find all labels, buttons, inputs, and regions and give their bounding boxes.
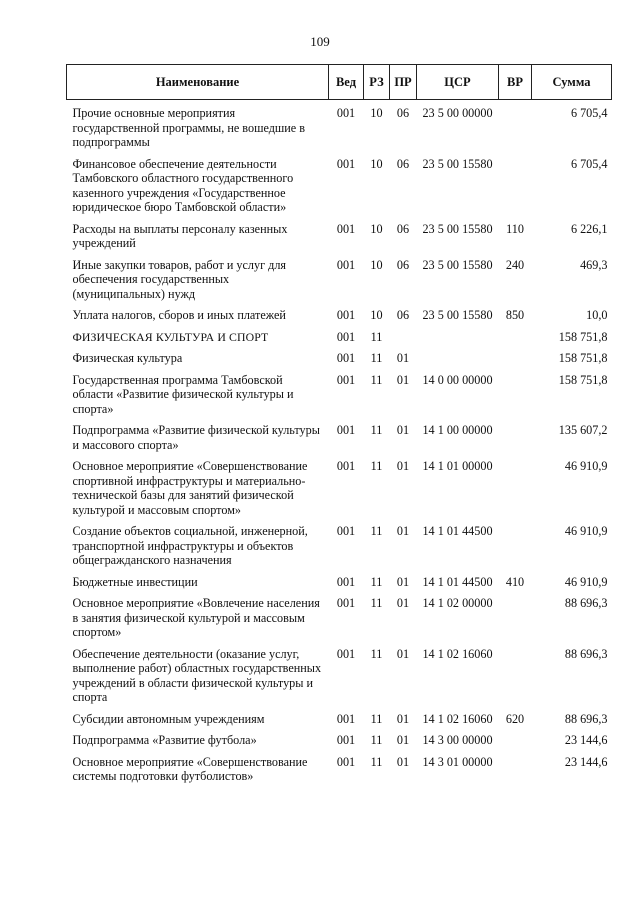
table-row [67, 371, 612, 422]
cell-name: Прочие основные мероприятия государственной программы, не вошедшие в подпрограммы [72, 106, 306, 149]
table-row [67, 306, 612, 328]
cell-ved: 001 [336, 574, 356, 589]
cell-sum: 158 751,8 [558, 372, 608, 387]
cell-rz: 11 [370, 596, 383, 610]
cell-csr: 14 0 00 00000 [422, 372, 493, 387]
header-sum: Сумма [532, 65, 612, 100]
cell-csr: 23 5 00 15580 [422, 308, 493, 322]
cell-rz: 11 [370, 524, 383, 538]
cell-pr: 06 [396, 106, 410, 120]
cell-pr: 06 [396, 221, 410, 236]
cell-ved: 001 [336, 733, 356, 747]
cell-rz: 10 [370, 156, 383, 171]
cell-vr [499, 421, 532, 457]
cell-vr [499, 753, 532, 789]
cell-sum: 6 226,1 [570, 221, 608, 236]
cell-ved: 001 [336, 596, 356, 610]
table-row [67, 645, 612, 710]
cell-pr: 01 [396, 711, 410, 726]
cell-sum: 46 910,9 [564, 459, 608, 473]
cell-ved: 001 [336, 257, 356, 272]
cell-pr: 01 [396, 459, 410, 473]
cell-name: Подпрограмма «Развитие физической культуры и массового спорта» [72, 423, 320, 452]
cell-vr [499, 731, 532, 753]
cell-rz: 10 [370, 308, 383, 322]
cell-name: Основное мероприятие «Совершенствование системы подготовки футболистов» [72, 754, 308, 783]
cell-sum: 135 607,2 [558, 423, 608, 437]
cell-pr [390, 328, 417, 350]
cell-csr: 14 1 02 16060 [422, 711, 493, 726]
cell-ved: 001 [336, 459, 356, 473]
table-row [67, 573, 612, 595]
cell-rz: 11 [370, 711, 383, 726]
cell-name: Иные закупки товаров, работ и услуг для обеспечения государственных (муниципальных) нужд [72, 257, 287, 301]
table-row [67, 594, 612, 645]
cell-pr: 01 [396, 351, 410, 365]
cell-name: Создание объектов социальной, инженерной, транспортной инфраструктуры и объектов общегражданского назначения [72, 524, 308, 567]
header-rz: РЗ [364, 65, 390, 100]
cell-sum: 10,0 [586, 308, 608, 322]
cell-sum: 469,3 [580, 257, 608, 272]
table-row [67, 256, 612, 307]
cell-rz: 11 [370, 329, 383, 344]
cell-sum: 158 751,8 [558, 329, 608, 344]
cell-ved: 001 [336, 646, 356, 661]
cell-csr: 23 5 00 15580 [422, 156, 493, 171]
cell-name: Физическая культура [72, 351, 183, 365]
cell-sum: 46 910,9 [564, 524, 608, 538]
cell-sum: 23 144,6 [564, 733, 608, 747]
header-pr: ПР [390, 65, 417, 100]
cell-vr [499, 645, 532, 710]
cell-pr: 06 [396, 308, 410, 322]
cell-sum: 88 696,3 [564, 646, 608, 661]
cell-rz: 11 [370, 574, 383, 589]
cell-vr: 620 [505, 711, 525, 726]
budget-table [66, 64, 612, 789]
cell-ved: 001 [336, 221, 356, 236]
cell-pr: 01 [396, 596, 410, 610]
cell-vr: 240 [505, 257, 525, 272]
cell-vr [499, 328, 532, 350]
cell-name: Бюджетные инвестиции [72, 574, 198, 589]
table-row [67, 100, 612, 155]
cell-name: ФИЗИЧЕСКАЯ КУЛЬТУРА И СПОРТ [72, 329, 269, 344]
header-csr: ЦСР [417, 65, 499, 100]
cell-name: Государственная программа Тамбовской области «Развитие физической культуры и спорта» [72, 372, 294, 416]
cell-name: Субсидии автономным учреждениям [72, 711, 265, 726]
cell-pr: 01 [396, 423, 410, 437]
header-ved: Вед [329, 65, 364, 100]
cell-pr: 06 [396, 257, 410, 272]
cell-vr [499, 100, 532, 155]
cell-vr: 850 [505, 308, 525, 322]
table-row [67, 155, 612, 220]
cell-name: Обеспечение деятельности (оказание услуг, выполнение работ) областных государственных учреждений в области физической культуры и спорта [72, 646, 322, 704]
cell-vr: 110 [506, 221, 524, 236]
cell-csr: 23 5 00 00000 [422, 106, 493, 120]
cell-csr: 23 5 00 15580 [422, 257, 493, 272]
cell-csr: 14 1 01 44500 [422, 574, 493, 589]
cell-csr [417, 349, 499, 371]
cell-rz: 10 [370, 257, 383, 272]
cell-name: Основное мероприятие «Совершенствование спортивной инфраструктуры и материально-технической базы для занятий физической культурой и массовым спортом» [72, 459, 308, 517]
table-header [67, 65, 612, 100]
cell-pr: 01 [396, 524, 410, 538]
cell-ved: 001 [336, 524, 356, 538]
cell-pr: 01 [396, 372, 410, 387]
cell-csr: 14 3 00 00000 [422, 733, 493, 747]
page-number: 109 [310, 34, 330, 49]
cell-vr [499, 522, 532, 573]
header-name: Наименование [67, 65, 329, 100]
cell-sum: 6 705,4 [570, 106, 608, 120]
table-row [67, 328, 612, 350]
cell-vr [499, 371, 532, 422]
cell-name: Расходы на выплаты персоналу казенных учреждений [72, 221, 288, 250]
cell-pr: 06 [396, 156, 410, 171]
table-row [67, 349, 612, 371]
cell-csr: 14 3 01 00000 [422, 754, 493, 769]
table-row [67, 731, 612, 753]
cell-rz: 11 [370, 423, 383, 437]
cell-ved: 001 [336, 754, 356, 769]
cell-csr: 14 1 02 16060 [422, 646, 493, 661]
cell-rz: 11 [370, 351, 383, 365]
cell-vr: 410 [505, 574, 525, 589]
cell-pr: 01 [396, 733, 410, 747]
cell-rz: 11 [370, 733, 383, 747]
cell-ved: 001 [336, 329, 356, 344]
cell-ved: 001 [336, 711, 356, 726]
cell-rz: 10 [370, 221, 383, 236]
cell-rz: 11 [370, 646, 383, 661]
cell-rz: 11 [370, 372, 383, 387]
cell-sum: 6 705,4 [570, 156, 608, 171]
cell-sum: 158 751,8 [558, 351, 608, 365]
cell-ved: 001 [336, 308, 356, 322]
cell-csr [417, 328, 499, 350]
cell-csr: 23 5 00 15580 [422, 221, 493, 236]
cell-rz: 11 [370, 459, 383, 473]
cell-name: Основное мероприятие «Вовлечение населения в занятия физической культурой и массовым спортом» [72, 596, 320, 639]
cell-name: Подпрограмма «Развитие футбола» [72, 733, 257, 747]
cell-sum: 88 696,3 [564, 596, 608, 610]
cell-pr: 01 [396, 646, 410, 661]
cell-sum: 23 144,6 [564, 754, 608, 769]
cell-pr: 01 [396, 754, 410, 769]
cell-rz: 10 [370, 106, 383, 120]
header-vr: ВР [499, 65, 532, 100]
cell-vr [499, 349, 532, 371]
cell-csr: 14 1 00 00000 [422, 423, 493, 437]
table-row [67, 457, 612, 522]
cell-name: Уплата налогов, сборов и иных платежей [72, 308, 286, 322]
cell-sum: 88 696,3 [564, 711, 608, 726]
cell-ved: 001 [336, 423, 356, 437]
table-row [67, 421, 612, 457]
cell-rz: 11 [370, 754, 383, 769]
cell-ved: 001 [336, 156, 356, 171]
table-body [67, 100, 612, 789]
cell-ved: 001 [336, 351, 356, 365]
cell-sum: 46 910,9 [564, 574, 608, 589]
cell-csr: 14 1 01 44500 [422, 524, 493, 538]
cell-csr: 14 1 01 00000 [422, 459, 493, 473]
cell-ved: 001 [336, 106, 356, 120]
table-row [67, 522, 612, 573]
cell-name: Финансовое обеспечение деятельности Тамбовского областного государственного казенного учреждения «Государственное юридическое бюро Тамбовской области» [72, 156, 294, 214]
cell-vr [499, 155, 532, 220]
table-row [67, 710, 612, 732]
table-row [67, 220, 612, 256]
cell-vr [499, 457, 532, 522]
cell-pr: 01 [396, 574, 410, 589]
cell-vr [499, 594, 532, 645]
cell-csr: 14 1 02 00000 [422, 596, 493, 610]
table-row [67, 753, 612, 789]
cell-ved: 001 [336, 372, 356, 387]
